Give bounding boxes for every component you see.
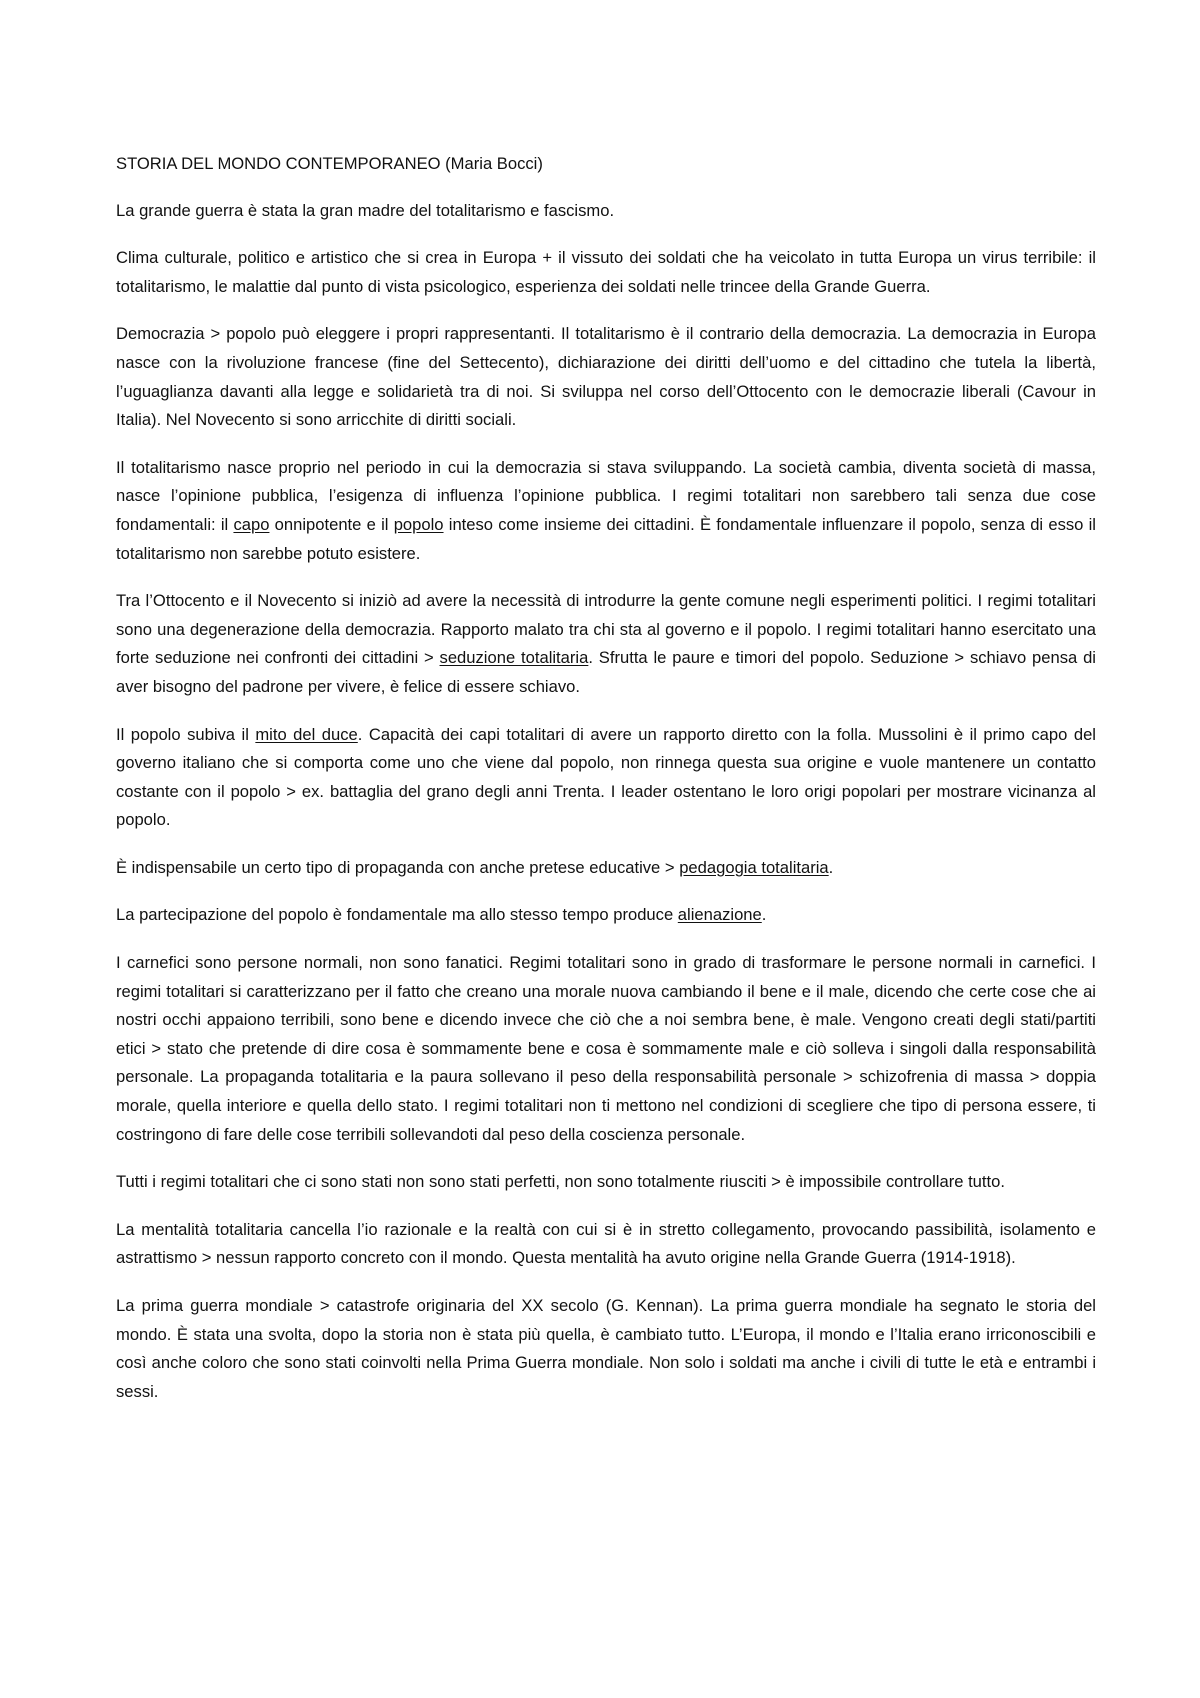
paragraph [116, 721, 1096, 835]
paragraph-text: . [761, 905, 767, 925]
underlined-term: alienazione [677, 905, 762, 925]
paragraph-text: I carnefici sono persone normali, non sono fanatici. Regimi totalitari sono in grado di trasformare le persone normali in carnefici. I regimi totalitari si caratterizzano per il fatto che creano una morale nuova cambiando il bene e il male, dicendo che certe cose che ai nostri occhi appaiono terribili, sono bene e dicendo invece che ciò che a noi sembra bene, è male. Vengono creati degli stati/partiti etici > stato che pretende di dire cosa è sommamente bene e cosa è sommamente male e ciò solleva i singoli dalla responsabilità personale. La propaganda totalitaria e la paura sollevano il peso della responsabilità personale > schizofrenia di massa > doppia morale, quella interiore e quella dello stato. I regimi totalitari non ti mettono nel condizioni di scegliere che tipo di persona essere, ti costringono di fare delle cose terribili sollevandoti dal peso della coscienza personale. [116, 953, 1096, 1144]
paragraph-text: . [828, 857, 834, 877]
paragraph [116, 587, 1096, 701]
document-body [116, 197, 1096, 1407]
underlined-term: pedagogia totalitaria [679, 857, 829, 877]
paragraph-text: Tutti i regimi totalitari che ci sono stati non sono stati perfetti, non sono totalmente riusciti > è impossibile controllare tutto. [116, 1172, 1005, 1192]
paragraph-text: La prima guerra mondiale > catastrofe originaria del XX secolo (G. Kennan). La prima guerra mondiale ha segnato le storia del mondo. È stata una svolta, dopo la storia non è stata più quella, è cambiato tutto. L’Europa, il mondo e l’Italia erano irriconoscibili e così anche coloro che sono stati coinvolti nella Prima Guerra mondiale. Non solo i soldati ma anche i civili di tutte le età e entrambi i sessi. [116, 1296, 1096, 1401]
paragraph [116, 197, 1096, 226]
paragraph-text: La partecipazione del popolo è fondamentale ma allo stesso tempo produce [116, 905, 678, 925]
paragraph [116, 901, 1096, 930]
paragraph [116, 949, 1096, 1149]
paragraph [116, 1168, 1096, 1197]
paragraph-text: Il popolo subiva il [116, 724, 256, 744]
paragraph-text: È indispensabile un certo tipo di propaganda con anche pretese educative > [116, 857, 680, 877]
underlined-term: mito del duce [255, 724, 358, 744]
paragraph-text: Tra l’Ottocento e il Novecento si iniziò ad avere la necessità di introdurre la gente comune negli esperimenti politici. I regimi totalitari sono una degenerazione della democrazia. Rapporto malato tra chi sta al governo e il popolo. I regimi totalitari hanno esercitato una forte seduzione nei confronti dei cittadini > [116, 591, 1096, 668]
paragraph-text: Clima culturale, politico e artistico che si crea in Europa + il vissuto dei soldati che ha veicolato in tutta Europa un virus terribile: il totalitarismo, le malattie dal punto di vista psicologico, esperienza dei soldati nelle trincee della Grande Guerra. [116, 248, 1096, 296]
paragraph-text: onnipotente e il [269, 514, 394, 534]
document-title: STORIA DEL MONDO CONTEMPORANEO (Maria Bocci) [116, 154, 543, 173]
paragraph-text: La grande guerra è stata la gran madre del totalitarismo e fascismo. [116, 200, 615, 220]
paragraph [116, 454, 1096, 568]
underlined-term: seduzione totalitaria [439, 648, 589, 668]
underlined-term: popolo [393, 514, 444, 534]
document-page [116, 150, 1096, 1425]
paragraph-text: . Capacità dei capi totalitari di avere un rapporto diretto con la folla. Mussolini è il primo capo del governo italiano che si comporta come uno che viene dal popolo, non rinnega questa sua origine e vuole mantenere un contatto costante con il popolo > ex. battaglia del grano degli anni Trenta. I leader ostentano le loro origi popolari per mostrare vicinanza al popolo. [116, 724, 1096, 830]
paragraph-text: inteso come insieme dei cittadini. È fondamentale influenzare il popolo, senza di esso il totalitarismo non sarebbe potuto esistere. [116, 514, 1096, 563]
paragraph-text: Democrazia > popolo può eleggere i propri rappresentanti. Il totalitarismo è il contrario della democrazia. La democrazia in Europa nasce con la rivoluzione francese (fine del Settecento), dichiarazione dei diritti dell’uomo e del cittadino che tutela la libertà, l’uguaglianza davanti alla legge e solidarietà tra di noi. Si sviluppa nel corso dell’Ottocento con le democrazie liberali (Cavour in Italia). Nel Novecento si sono arricchite di diritti sociali. [116, 324, 1096, 430]
paragraph-text: Il totalitarismo nasce proprio nel periodo in cui la democrazia si stava sviluppando. La società cambia, diventa società di massa, nasce l’opinione pubblica, l’esigenza di influenza l’opinione pubblica. I regimi totalitari non sarebbero tali senza due cose fondamentali: il [116, 457, 1096, 534]
paragraph-text: . Sfrutta le paure e timori del popolo. Seduzione > schiavo pensa di aver bisogno del padrone per vivere, è felice di essere schiavo. [116, 648, 1096, 696]
paragraph [116, 854, 1096, 883]
paragraph [116, 1216, 1096, 1273]
paragraph-text: La mentalità totalitaria cancella l’io razionale e la realtà con cui si è in stretto collegamento, provocando passibilità, isolamento e astrattismo > nessun rapporto concreto con il mondo. Questa mentalità ha avuto origine nella Grande Guerra (1914-1918). [116, 1219, 1096, 1268]
paragraph [116, 1292, 1096, 1406]
underlined-term: capo [233, 514, 270, 534]
paragraph [116, 244, 1096, 301]
paragraph [116, 320, 1096, 434]
